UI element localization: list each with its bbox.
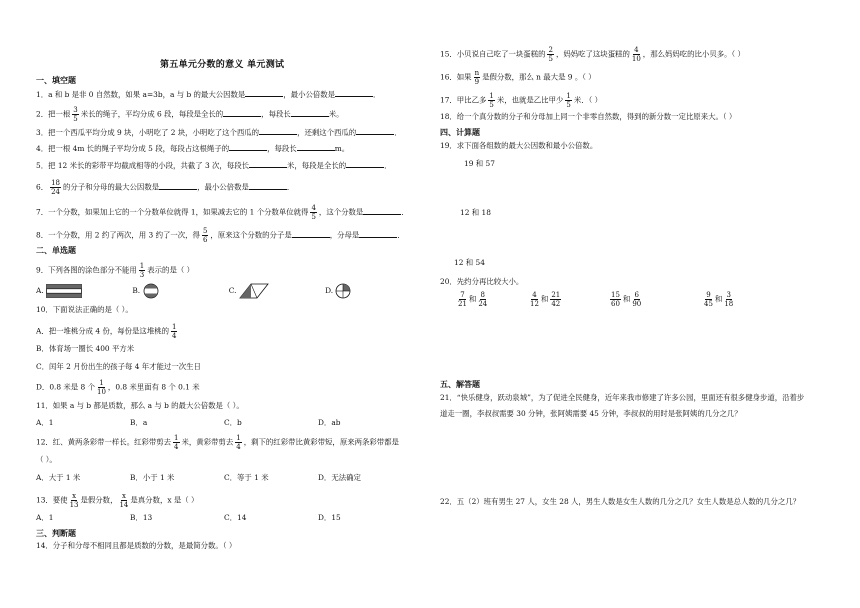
question-9: 9．下列各图的涂色部分不能用 $\frac{1}{3}$ 表示的是（ ） — [36, 262, 194, 279]
fraction: $\frac{x}{13}$ — [69, 492, 79, 509]
question-17: 17．甲比乙多 $\frac{1}{5}$ 米，也就是乙比甲少 $\frac{1}{5}$ 米．（ ） — [440, 92, 603, 109]
fraction: $\frac{1}{5}$ — [489, 92, 494, 109]
question-6: 6． $\frac{18}{24}$ 的分子和分母的最大公因数是 ，最小公倍数是 ． — [36, 179, 295, 196]
question-12-options — [36, 472, 412, 484]
answer-blank[interactable] — [245, 89, 283, 97]
question-8: 8．一个分数，用 2 约了两次，用 3 约了一次，得 $\frac{5}{6}$ ，原来这个分数的分子是 ，分母是 ． — [36, 227, 405, 244]
section-judge-title: 三、判断题 — [36, 528, 76, 538]
option-c[interactable]: C．等于 1 米 — [224, 473, 269, 482]
answer-blank[interactable] — [292, 230, 330, 238]
question-18: 18．给一个真分数的分子和分母加上同一个非零自然数，得到的新分数一定比原来大。（ ） — [440, 112, 737, 121]
answer-blank[interactable] — [249, 160, 287, 168]
fraction: $\frac{x}{14}$ — [119, 492, 129, 509]
fraction: $\frac{8}{24}$ — [478, 291, 488, 308]
quarter-circle-figure — [335, 283, 351, 299]
question-2: 2．把一根 $\frac{3}{5}$ 米长的绳子，平均分成 6 段，每段是全长的 ，每段长 米。 — [36, 106, 344, 123]
answer-blank[interactable] — [346, 160, 384, 168]
question-20: 20．先约分再比较大小。 — [440, 277, 524, 286]
compare-pair-1: $\frac{7}{21}$ 和 $\frac{8}{24}$ — [458, 291, 488, 308]
fraction: $\frac{5}{6}$ — [202, 227, 208, 244]
fraction: $\frac{3}{18}$ — [724, 291, 734, 308]
question-19-part-c: 12 和 54 — [454, 258, 485, 267]
option-d[interactable]: D. — [325, 283, 419, 299]
option-c[interactable]: C. — [229, 283, 323, 299]
fraction: $\frac{3}{5}$ — [73, 106, 78, 123]
option-c[interactable]: C．14 — [224, 513, 247, 522]
option-b[interactable]: B．13 — [130, 513, 153, 522]
question-16: 16．如果 $\frac{n}{9}$ 是假分数，那么 n 最大是 9 。（ ） — [440, 69, 596, 86]
fraction: $\frac{4}{5}$ — [311, 204, 316, 221]
fraction: $\frac{15}{60}$ — [611, 291, 620, 308]
question-3: 3．把一个西瓜平均分成 9 块，小明吃了 2 块，小明吃了这个西瓜的 ，还剩这个西瓜的 ． — [36, 128, 402, 137]
fraction: $\frac{4}{12}$ — [530, 291, 539, 308]
option-b[interactable]: B．a — [130, 418, 148, 427]
question-5: 5．把 12 米长的彩带平均截成相等的小段，共截了 3 次，每段长 米，每段是全长的 ． — [36, 161, 392, 170]
question-13: 13．要使 $\frac{x}{13}$ 是假分数， $\frac{x}{14}$ 是真分数，x 是（ ） — [36, 492, 199, 509]
fraction: $\frac{1}{4}$ — [172, 323, 177, 340]
section-calc-title: 四、计算题 — [440, 127, 480, 137]
answer-blank[interactable] — [249, 182, 287, 190]
answer-blank[interactable] — [335, 89, 373, 97]
question-15: 15．小贝说自己吃了一块蛋糕的 $\frac{2}{5}$ ，妈妈吃了这块蛋糕的 $\frac{4}{10}$ ，那么妈妈吃的比小贝多。（ ） — [440, 46, 745, 63]
option-b[interactable]: B. — [132, 283, 226, 299]
compare-pair-4: $\frac{9}{45}$ 和 $\frac{3}{18}$ — [704, 291, 734, 308]
striped-rectangle-figure — [46, 284, 82, 298]
answer-blank[interactable] — [297, 143, 335, 151]
question-1: 1．a 和 b 是非 0 自然数，如果 a=3b，a 与 b 的最大公因数是 ，最小公倍数是 ． — [36, 90, 381, 99]
section-single-title: 二、单选题 — [36, 245, 76, 255]
fraction: $\frac{7}{21}$ — [458, 291, 467, 308]
question-12-paren: （ ）。 — [36, 455, 57, 464]
question-10-option-d[interactable]: D．0.8 米是 8 个 $\frac{1}{10}$ ，0.8 米里面有 8 个 0.1 米 — [36, 379, 200, 396]
option-b[interactable]: B．小于 1 米 — [130, 473, 175, 482]
question-22: 22．五（2）班有男生 27 人，女生 28 人，男生人数是女生人数的几分之几？女生人数是总人数的几分之几？ — [440, 497, 801, 506]
page-title: 第五单元分数的意义 单元测试 — [160, 60, 285, 70]
fraction: $\frac{n}{9}$ — [474, 69, 480, 86]
question-10-option-a[interactable]: A．把一堆桃分成 4 份，每份是这堆桃的 $\frac{1}{4}$ — [36, 323, 177, 340]
question-19: 19．求下面各组数的最大公因数和最小公倍数。 — [440, 141, 598, 150]
question-12: 12．红、黄两条彩带一样长。红彩带剪去 $\frac{1}{4}$ 米，黄彩带剪去 $\frac{1}{4}$ ，剩下的红彩带比黄彩带短，原来两条彩带都是 — [36, 434, 399, 451]
answer-blank[interactable] — [356, 127, 394, 135]
section-solve-title: 五、解答题 — [440, 379, 480, 389]
question-19-part-a: 19 和 57 — [464, 159, 495, 168]
circle-figure — [143, 283, 159, 299]
answer-blank[interactable] — [359, 230, 397, 238]
question-11-options — [36, 417, 412, 429]
section-fill-title: 一、填空题 — [36, 75, 76, 85]
fraction: $\frac{1}{3}$ — [139, 262, 145, 279]
fraction: $\frac{1}{4}$ — [174, 434, 179, 451]
option-a[interactable]: A．大于 1 米 — [36, 473, 81, 482]
fraction: $\frac{4}{10}$ — [631, 46, 641, 63]
fraction: $\frac{1}{10}$ — [97, 379, 106, 396]
question-7: 7．一个分数，如果加上它的一个分数单位就得 1，如果减去它的 1 个分数单位就得 $\frac{4}{5}$ ，这个分数是 ． — [36, 204, 409, 221]
question-19-part-b: 12 和 18 — [460, 208, 491, 217]
answer-blank[interactable] — [229, 143, 267, 151]
answer-blank[interactable] — [223, 109, 261, 117]
answer-blank[interactable] — [363, 207, 401, 215]
answer-blank[interactable] — [291, 109, 329, 117]
compare-pair-2: $\frac{4}{12}$ 和 $\frac{21}{42}$ — [530, 291, 561, 308]
question-13-options — [36, 512, 412, 524]
question-11: 11．如果 a 与 b 都是质数，那么 a 与 b 的最大公倍数是（ ）。 — [36, 401, 244, 410]
option-a[interactable]: A．1 — [36, 513, 54, 522]
question-9-options — [36, 283, 419, 299]
option-a[interactable]: A. — [36, 284, 130, 298]
fraction: $\frac{6}{90}$ — [632, 291, 642, 308]
option-d[interactable]: D．无法确定 — [318, 473, 361, 482]
fraction: $\frac{1}{4}$ — [236, 434, 241, 451]
question-21-line-1: 21．“快乐健身，跃动泉城”，为了促进全民健身，近年来我市修建了许多公园，里面还有很多健身步道，沿着步 — [440, 393, 805, 402]
answer-blank[interactable] — [159, 182, 197, 190]
fraction: $\frac{9}{45}$ — [704, 291, 713, 308]
compare-pair-3: $\frac{15}{60}$ 和 $\frac{6}{90}$ — [611, 291, 642, 308]
option-a[interactable]: A．1 — [36, 418, 54, 427]
option-d[interactable]: D．ab — [318, 418, 341, 427]
question-10-option-b[interactable]: B．体育场一圈长 400 平方米 — [36, 344, 135, 353]
fraction: $\frac{18}{24}$ — [51, 179, 61, 196]
fraction: $\frac{1}{5}$ — [566, 92, 571, 109]
answer-blank[interactable] — [259, 127, 297, 135]
question-21-line-2: 道走一圈，李叔叔需要 30 分钟，张阿姨需要 45 分钟，李叔叔的用时是张阿姨的几分之几？ — [440, 409, 742, 418]
question-10: 10．下面说法正确的是（ ）。 — [36, 305, 133, 314]
question-14: 14．分子和分母不相同且都是质数的分数，是最简分数。（ ） — [36, 541, 237, 550]
question-4: 4．把一根 4m 长的绳子平均分成 5 段，每段占这根绳子的 ，每段长 m。 — [36, 144, 350, 153]
fraction: $\frac{2}{5}$ — [548, 46, 553, 63]
fraction: $\frac{21}{42}$ — [551, 291, 561, 308]
option-d[interactable]: D．15 — [318, 513, 341, 522]
question-10-option-c[interactable]: C．闰年 2 月份出生的孩子每 4 年才能过一次生日 — [36, 362, 201, 371]
option-c[interactable]: C．b — [224, 418, 242, 427]
parallelogram-figure — [239, 283, 269, 299]
